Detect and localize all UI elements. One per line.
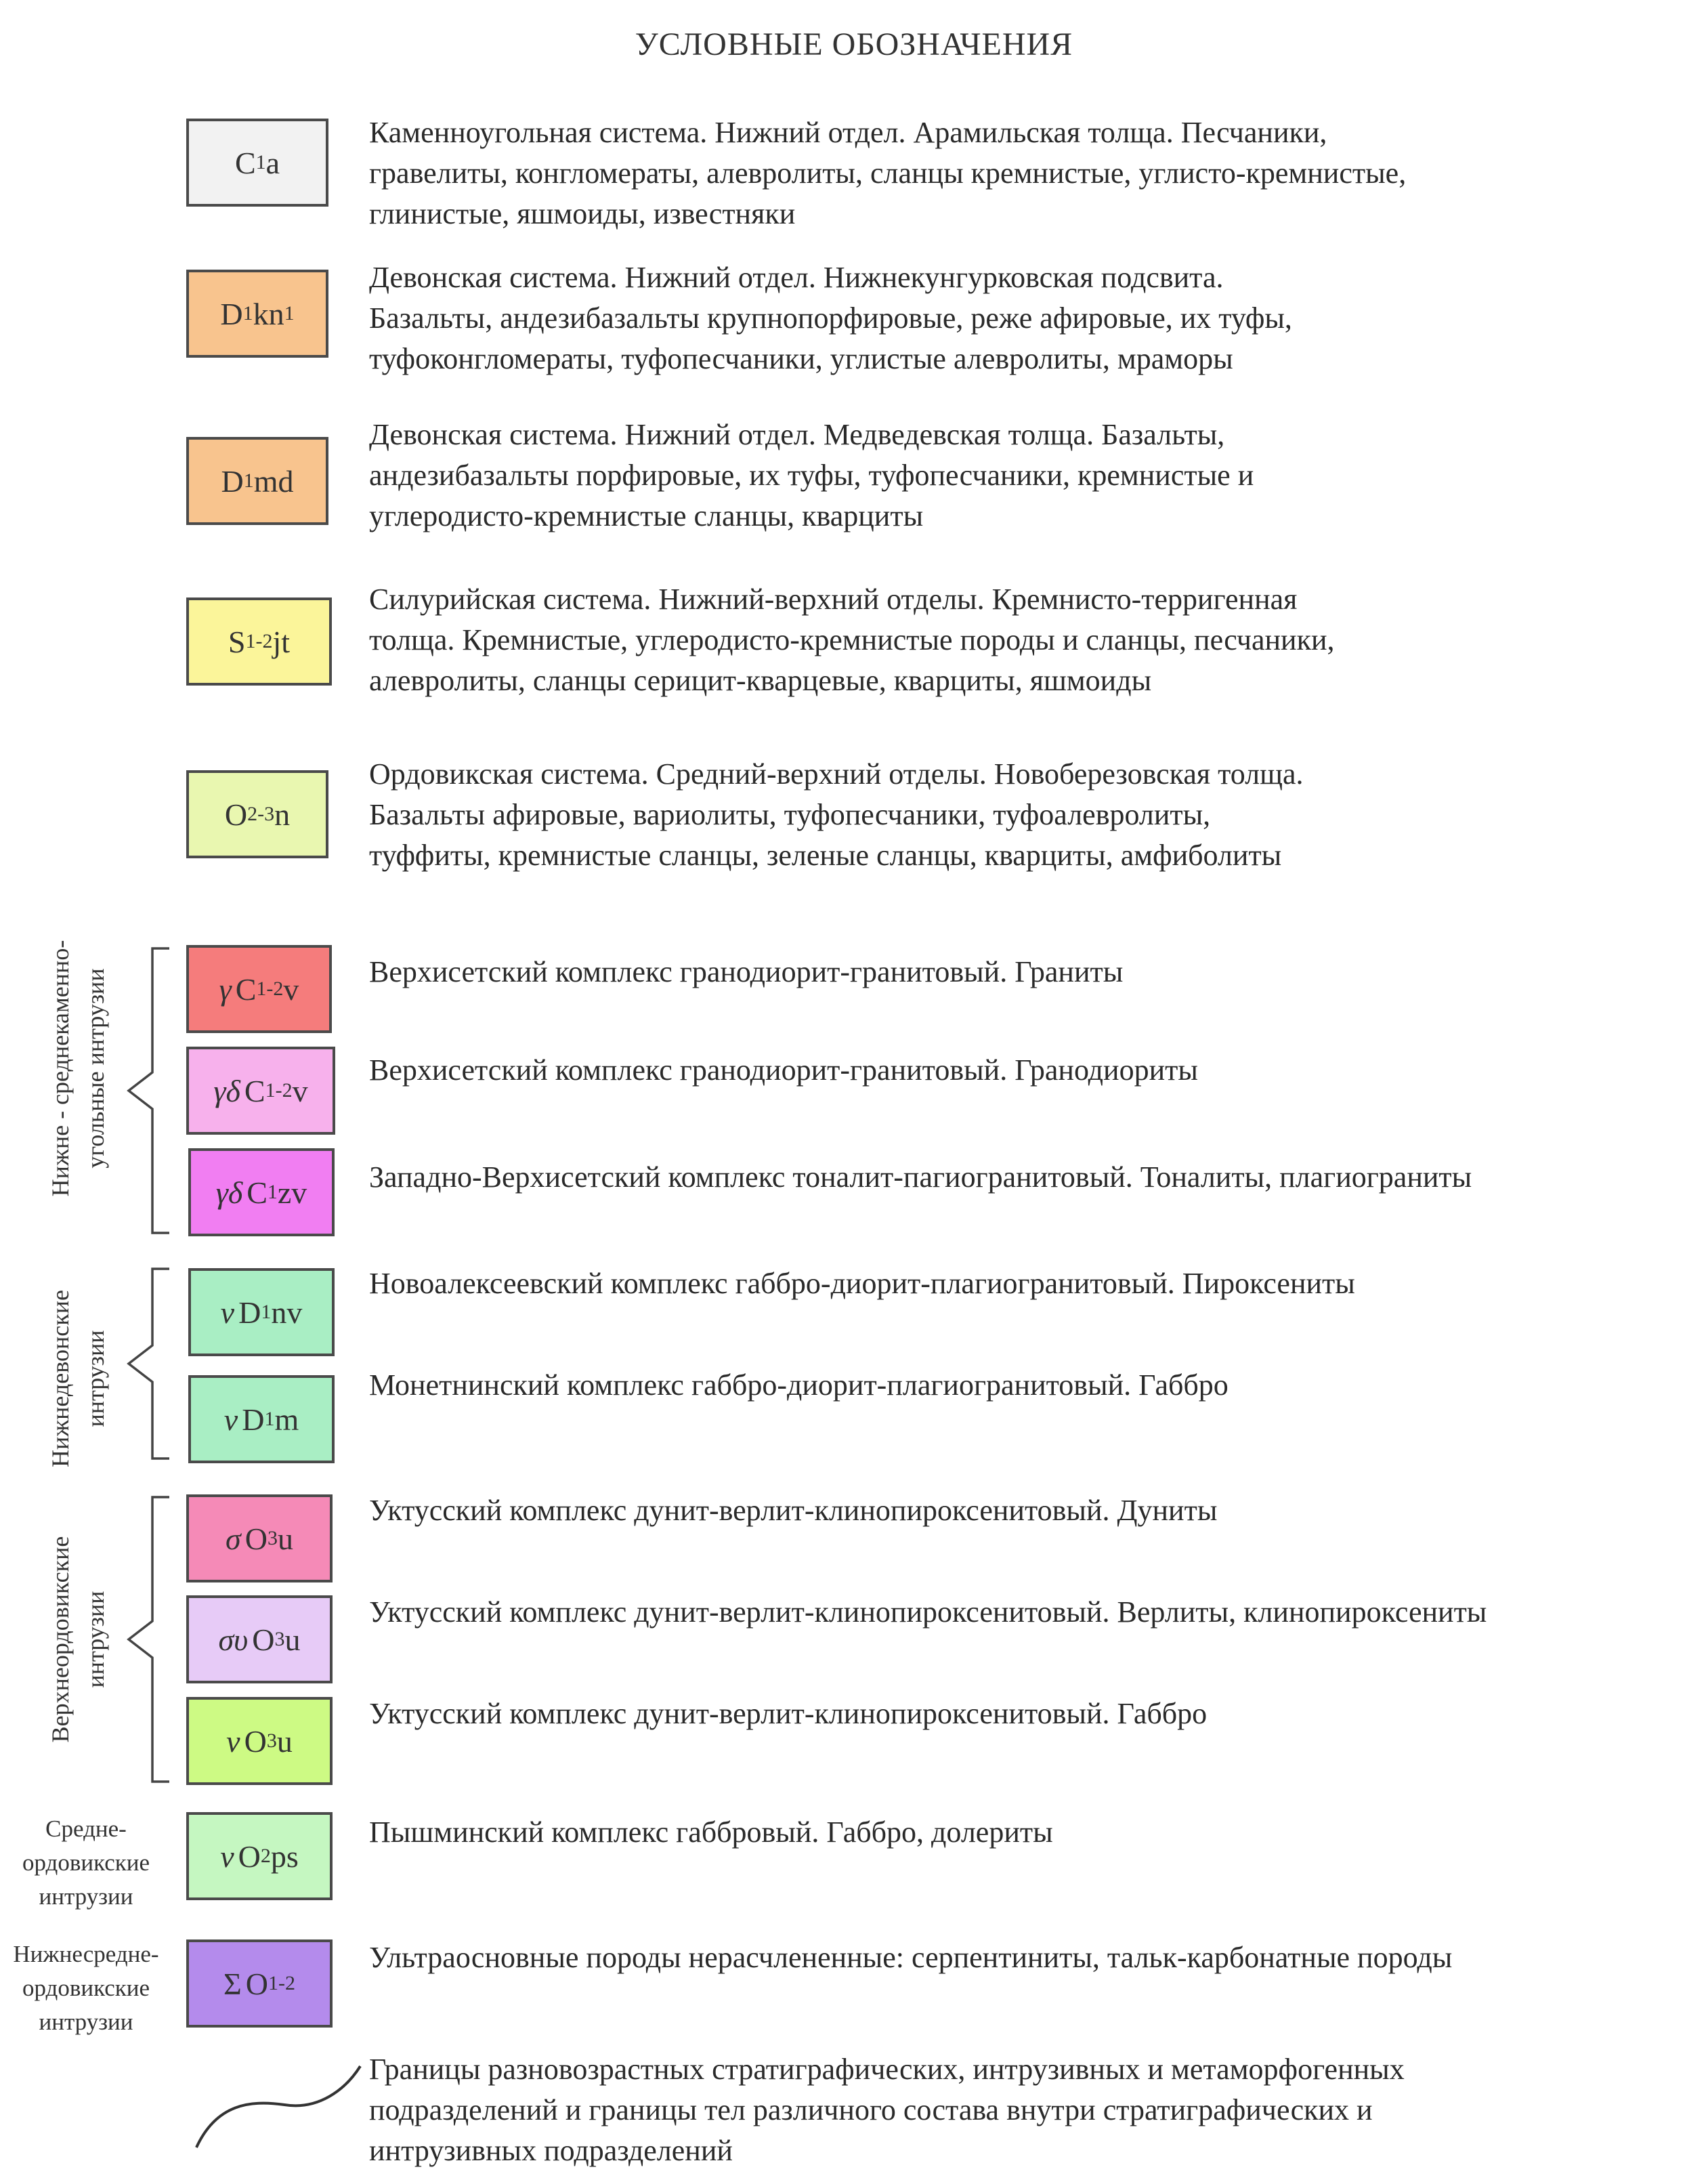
legend-desc-svo3u: Уктусский комплекс дунит-верлит-клинопироксенитовый. Верлиты, клинопироксениты xyxy=(369,1595,1487,1629)
desc-line: Девонская система. Нижний отдел. Медведевская толща. Базальты, xyxy=(369,418,1225,451)
legend-desc-boundary xyxy=(369,2049,1696,2171)
desc-line: Каменноугольная система. Нижний отдел. Арамильская толща. Песчаники, xyxy=(369,116,1327,149)
group-label-line: угольные интрузии xyxy=(82,968,109,1169)
desc-line: углеродисто-кремнистые сланцы, кварциты xyxy=(369,499,924,532)
group-label-line: ордовикские xyxy=(22,1849,150,1876)
code-greek: ν xyxy=(226,1723,240,1759)
group-label-line: Нижнедевонские xyxy=(47,1290,74,1467)
legend-title: УСЛОВНЫЕ ОБОЗНАЧЕНИЯ xyxy=(635,26,1073,62)
code-rest: v xyxy=(283,971,299,1007)
desc-line: алевролиты, сланцы серицит-кварцевые, кварциты, яшмоиды xyxy=(369,664,1152,697)
legend-desc-vo3u: Уктусский комплекс дунит-верлит-клинопироксенитовый. Габбро xyxy=(369,1697,1208,1730)
code-base: S xyxy=(228,624,246,659)
code-base: D xyxy=(221,463,244,499)
code-rest: a xyxy=(265,145,280,180)
code-base: O xyxy=(244,1521,268,1556)
desc-line: андезибазальты порфировые, их туфы, туфопесчаники, кремнистые и xyxy=(369,459,1254,492)
legend-desc-s12jt xyxy=(369,579,1696,701)
code-sub: 1-2 xyxy=(245,630,273,652)
legend-desc-gc12v: Верхисетский комплекс гранодиорит-гранитовый. Граниты xyxy=(369,955,1124,988)
code-sub: 2 xyxy=(260,1845,271,1867)
code-sub: 3 xyxy=(274,1628,285,1650)
desc-line: подразделений и границы тел различного состава внутри стратиграфических и xyxy=(369,2093,1373,2126)
code-rest: md xyxy=(253,463,294,499)
code-base: O xyxy=(252,1622,275,1657)
group-label-line: ордовикские xyxy=(22,1975,150,2001)
desc-line: Силурийская система. Нижний-верхний отделы. Кремнисто-терригенная xyxy=(369,583,1298,616)
legend-desc-so12: Ультраосновные породы нерасчлененные: серпентиниты, тальк-карбонатные породы xyxy=(369,1941,1453,1974)
desc-line: толща. Кремнистые, углеродисто-кремнистые породы и сланцы, песчаники, xyxy=(369,623,1335,656)
legend-desc-gdc12v: Верхисетский комплекс гранодиорит-гранитовый. Гранодиориты xyxy=(369,1053,1198,1087)
group-label-lower-devonian xyxy=(43,1290,113,1467)
code-rest: v xyxy=(292,1073,308,1108)
group-label-middle-ordovician xyxy=(1,1812,171,1914)
legend-desc-gdc1zv: Западно-Верхисетский комплекс тоналит-пагиогранитовый. Тоналиты, плагиограниты xyxy=(369,1160,1472,1194)
code-greek: γδ xyxy=(215,1175,243,1210)
legend-box-vd1m xyxy=(188,1375,335,1463)
legend-box-d1md xyxy=(186,437,328,525)
code-sub: 1 xyxy=(267,1181,278,1203)
code-rest: u xyxy=(276,1723,293,1759)
code-rest: m xyxy=(274,1402,299,1437)
code-sub2: 1 xyxy=(284,302,295,324)
code-greek: ν xyxy=(223,1402,238,1437)
legend-box-o23n xyxy=(186,770,328,858)
code-sub: 1 xyxy=(255,151,266,173)
legend-desc-d1md xyxy=(369,415,1696,537)
legend-box-so12 xyxy=(186,1939,333,2028)
group-brace-3 xyxy=(122,1494,190,1785)
code-greek: γδ xyxy=(213,1073,240,1108)
code-sub: 1-2 xyxy=(265,1079,293,1102)
code-base: O xyxy=(224,797,248,832)
code-base: O xyxy=(238,1839,261,1874)
code-greek: συ xyxy=(218,1622,249,1657)
code-base: D xyxy=(242,1402,265,1437)
code-sub: 1-2 xyxy=(256,978,284,1000)
code-sub: 1 xyxy=(264,1408,275,1430)
code-sub: 3 xyxy=(267,1527,278,1549)
group-label-lower-middle-carboniferous xyxy=(43,940,113,1197)
desc-line: Девонская система. Нижний отдел. Нижнекунгурковская подсвита. xyxy=(369,261,1224,294)
code-greek: ν xyxy=(220,1295,235,1330)
legend-desc-d1kn1 xyxy=(369,257,1696,379)
code-base: C xyxy=(244,1073,265,1108)
code-base: D xyxy=(238,1295,261,1330)
desc-line: глинистые, яшмоиды, известняки xyxy=(369,197,796,230)
legend-box-gdc1zv xyxy=(188,1148,335,1236)
legend-box-c1a xyxy=(186,119,328,207)
legend-box-d1kn1 xyxy=(186,270,328,358)
group-label-line: интрузии xyxy=(39,2009,133,2035)
code-base: C xyxy=(234,145,256,180)
legend-desc-vd1nv: Новоалексеевский комплекс габбро-диорит-плагиогранитовый. Пироксениты xyxy=(369,1267,1355,1300)
desc-line: Границы разновозрастных стратиграфических, интрузивных и метаморфогенных xyxy=(369,2053,1405,2086)
code-base: C xyxy=(247,1175,268,1210)
group-brace-2 xyxy=(122,1265,190,1462)
legend-box-s12jt xyxy=(186,597,332,686)
code-sub: 2-3 xyxy=(247,803,275,825)
code-rest: kn xyxy=(253,296,284,331)
code-sub: 3 xyxy=(266,1729,277,1752)
code-rest: u xyxy=(277,1521,293,1556)
group-label-line: Нижне - среднекаменно- xyxy=(47,940,74,1197)
code-rest: nv xyxy=(271,1295,303,1330)
group-label-lower-middle-ordovician xyxy=(1,1937,171,2039)
desc-line: Базальты, андезибазальты крупнопорфировые, реже афировые, их туфы, xyxy=(369,301,1292,335)
group-brace-1 xyxy=(122,945,190,1236)
legend-desc-vd1m: Монетнинский комплекс габбро-диорит-плагиогранитовый. Габбро xyxy=(369,1368,1229,1402)
legend-box-vo2ps xyxy=(186,1812,333,1900)
code-base: O xyxy=(244,1723,267,1759)
code-sub: 1-2 xyxy=(268,1972,295,1994)
group-label-line: интрузии xyxy=(39,1883,133,1910)
code-base: D xyxy=(220,296,243,331)
group-label-line: Нижнесредне- xyxy=(13,1941,159,1967)
code-base: C xyxy=(235,971,257,1007)
legend-desc-vo2ps: Пышминский комплекс габбровый. Габбро, долериты xyxy=(369,1816,1053,1849)
code-rest: zv xyxy=(277,1175,307,1210)
code-base: O xyxy=(245,1966,268,2001)
group-label-line: Верхнеордовикские xyxy=(47,1536,74,1743)
code-sub: 1 xyxy=(243,469,254,492)
legend-box-gc12v xyxy=(186,945,332,1033)
code-rest: ps xyxy=(270,1839,299,1874)
group-label-line: интрузии xyxy=(82,1591,109,1688)
legend-desc-so3u: Уктусский комплекс дунит-верлит-клинопироксенитовый. Дуниты xyxy=(369,1494,1218,1527)
code-greek: σ xyxy=(226,1521,241,1556)
desc-line: интрузивных подразделений xyxy=(369,2134,733,2167)
legend-desc-o23n xyxy=(369,754,1696,876)
code-rest: n xyxy=(274,797,291,832)
code-greek: Σ xyxy=(223,1966,242,2001)
group-label-upper-ordovician xyxy=(43,1536,113,1743)
code-greek: γ xyxy=(219,971,232,1007)
code-rest: jt xyxy=(272,624,291,659)
legend-box-svo3u xyxy=(186,1595,333,1683)
legend-box-gdc12v xyxy=(186,1047,335,1135)
desc-line: гравелиты, конгломераты, алевролиты, сланцы кремнистые, углисто-кремнистые, xyxy=(369,156,1407,190)
code-sub: 1 xyxy=(242,302,253,324)
desc-line: Ордовикская система. Средний-верхний отделы. Новоберезовская толща. xyxy=(369,757,1304,791)
legend-desc-c1a xyxy=(369,112,1696,234)
code-greek: ν xyxy=(220,1839,234,1874)
desc-line: Базальты афировые, вариолиты, туфопесчаники, туфоалевролиты, xyxy=(369,798,1211,831)
code-rest: u xyxy=(284,1622,301,1657)
legend-box-so3u xyxy=(186,1494,333,1582)
desc-line: туффиты, кремнистые сланцы, зеленые сланцы, кварциты, амфиболиты xyxy=(369,839,1282,872)
boundary-line-icon xyxy=(190,2063,366,2151)
legend-box-vd1nv xyxy=(188,1268,335,1356)
desc-line: туфоконгломераты, туфопесчаники, углистые алевролиты, мраморы xyxy=(369,342,1233,375)
code-sub: 1 xyxy=(261,1301,272,1323)
group-label-line: интрузии xyxy=(82,1330,109,1427)
group-label-line: Средне- xyxy=(45,1816,127,1842)
legend-box-vo3u xyxy=(186,1697,333,1785)
